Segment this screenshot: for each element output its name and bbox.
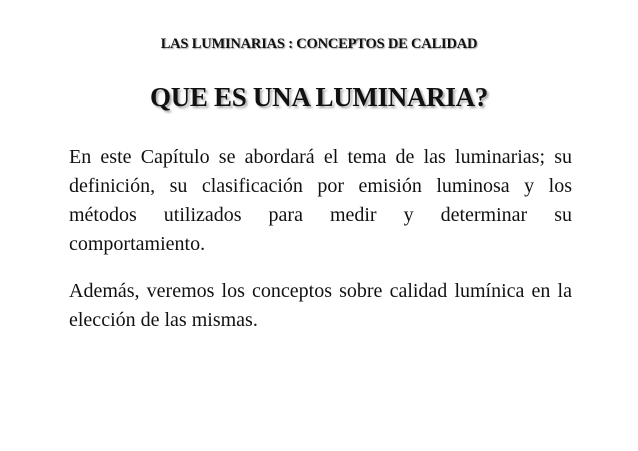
slide-header: LAS LUMINARIAS : CONCEPTOS DE CALIDAD: [160, 36, 478, 52]
paragraph-intro: En este Capítulo se abordará el tema de las luminarias; su definición, su clasificación por emisión luminosa y los métodos utilizados para medir y determinar su comportamiento.: [69, 146, 572, 255]
slide-title: QUE ES UNA LUMINARIA?: [150, 82, 488, 112]
paragraph-quality: Además, veremos los conceptos sobre calidad lumínica en la elección de las mismas.: [69, 280, 572, 331]
